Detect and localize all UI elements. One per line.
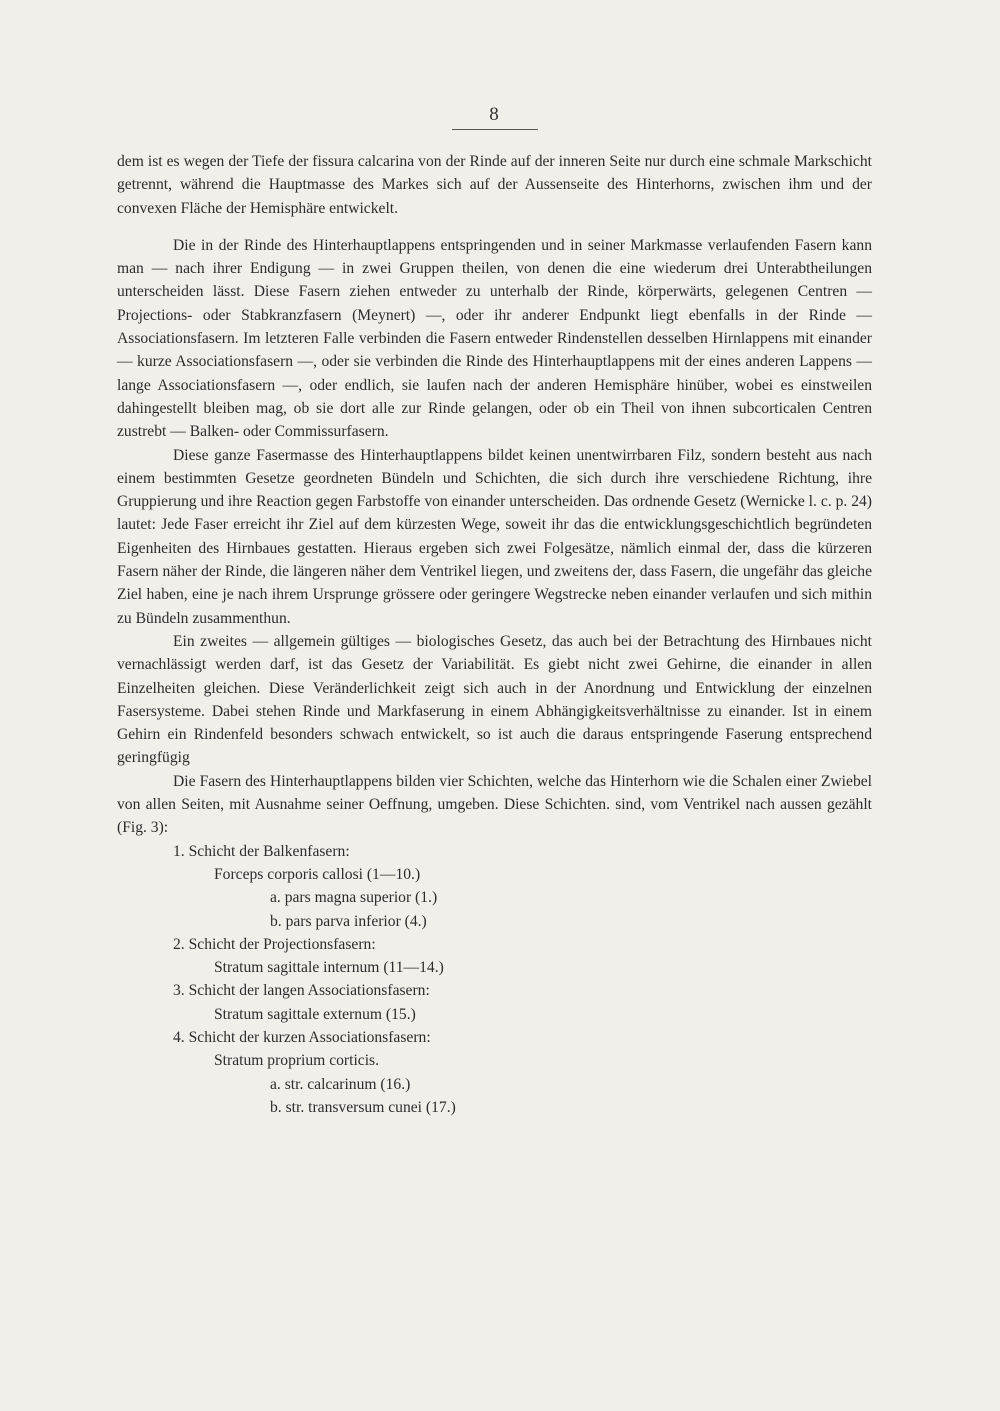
list-item: 1. Schicht der Balkenfasern: — [173, 842, 350, 860]
list-item: a. str. calcarinum (16.) — [270, 1075, 411, 1093]
body-text — [117, 150, 872, 1119]
list-item: Stratum sagittale externum (15.) — [214, 1005, 416, 1023]
header-rule — [452, 129, 538, 130]
list-item: 4. Schicht der kurzen Associationsfasern: — [173, 1028, 431, 1046]
list-item: 3. Schicht der langen Associationsfasern: — [173, 982, 430, 1000]
fiber-layer-list — [117, 840, 872, 1120]
paragraph: Die in der Rinde des Hinterhauptlappens entspringenden und in seiner Markmasse verlaufenden Fasern kann man — nach ihrer Endigung — in zwei Gruppen theilen, von denen die eine wiederum drei Unterabtheilungen unterscheiden lässt. Diese Fasern ziehen entweder zu unterhalb der Rinde, körperwärts, gelegenen Centren — Projections- oder Stabkranzfasern (Meynert) —, oder ihr anderer Endpunkt liegt ebenfalls in der Rinde — Associationsfasern. Im letzteren Falle verbinden die Fasern entweder Rindenstellen desselben Hirnlappens mit einander — kurze Associationsfasern —, oder sie verbinden die Rinde des Hinterhauptlappens mit der eines anderen Lappens — lange Associationsfasern —, oder endlich, sie laufen nach der anderen Hemisphäre hinüber, wobei es einstweilen dahingestellt bleiben mag, ob sie dort alle zur Rinde gelangen, oder ob ein Theil von ihnen subcorticalen Centren zustrebt — Balken- oder Commissurfasern. — [117, 236, 872, 441]
list-item: Stratum proprium corticis. — [214, 1052, 380, 1070]
list-item: Forceps corporis callosi (1—10.) — [214, 865, 421, 883]
paragraph: Die Fasern des Hinterhauptlappens bilden vier Schichten, welche das Hinterhorn wie die Schalen einer Zwiebel von allen Seiten, mit Ausnahme seiner Oeffnung, umgeben. Diese Schichten. sind, vom Ventrikel nach aussen gezählt (Fig. 3): — [117, 772, 872, 837]
list-item: b. pars parva inferior (4.) — [270, 912, 427, 930]
list-item: a. pars magna superior (1.) — [270, 889, 438, 907]
paragraph: Ein zweites — allgemein gültiges — biologisches Gesetz, das auch bei der Betrachtung des Hirnbaues nicht vernachlässigt werden darf, ist das Gesetz der Variabilität. Es giebt nicht zwei Gehirne, die einander in allen Einzelheiten gleichen. Diese Veränderlichkeit zeigt sich auch in der Anordnung und Entwicklung der einzelnen Fasersysteme. Dabei stehen Rinde und Markfaserung in einem Abhängigkeitsverhältnisse zu einander. Ist in einem Gehirn ein Rindenfeld besonders schwach entwickelt, so ist auch die daraus entspringende Faserung entsprechend geringfügig — [117, 632, 872, 767]
paragraph: Diese ganze Fasermasse des Hinterhauptlappens bildet keinen unentwirrbaren Filz, sondern besteht aus nach einem bestimmten Gesetze geordneten Bündeln und Schichten, die sich durch ihre verschiedene Richtung, ihre Gruppierung und ihre Reaction gegen Farbstoffe von einander unterscheiden. Das ordnende Gesetz (Wernicke l. c. p. 24) lautet: Jede Faser erreicht ihr Ziel auf dem kürzesten Wege, soweit ihr das die entwicklungsgeschichtlich begründeten Eigenheiten des Hirnbaues gestatten. Hieraus ergeben sich zwei Folgesätze, nämlich einmal der, dass die kürzeren Fasern näher der Rinde, die längeren näher dem Ventrikel liegen, und zweitens der, dass Fasern, die ungefähr das gleiche Ziel haben, eine je nach ihrem Ursprunge grössere oder geringere Wegstrecke neben einander verlaufen und sich mithin zu Bündeln zusammenthun. — [117, 446, 872, 627]
list-item: 2. Schicht der Projectionsfasern: — [173, 935, 376, 953]
paragraph-gap — [117, 220, 872, 234]
list-item: b. str. transversum cunei (17.) — [270, 1098, 456, 1116]
list-item: Stratum sagittale internum (11—14.) — [214, 959, 444, 977]
paragraph: dem ist es wegen der Tiefe der fissura calcarina von der Rinde auf der inneren Seite nur durch eine schmale Markschicht getrennt, während die Hauptmasse des Markes sich auf der Aussenseite des Hinterhorns, zwischen ihm und der convexen Fläche der Hemisphäre entwickelt. — [117, 153, 872, 217]
page-number: 8 — [489, 104, 499, 125]
